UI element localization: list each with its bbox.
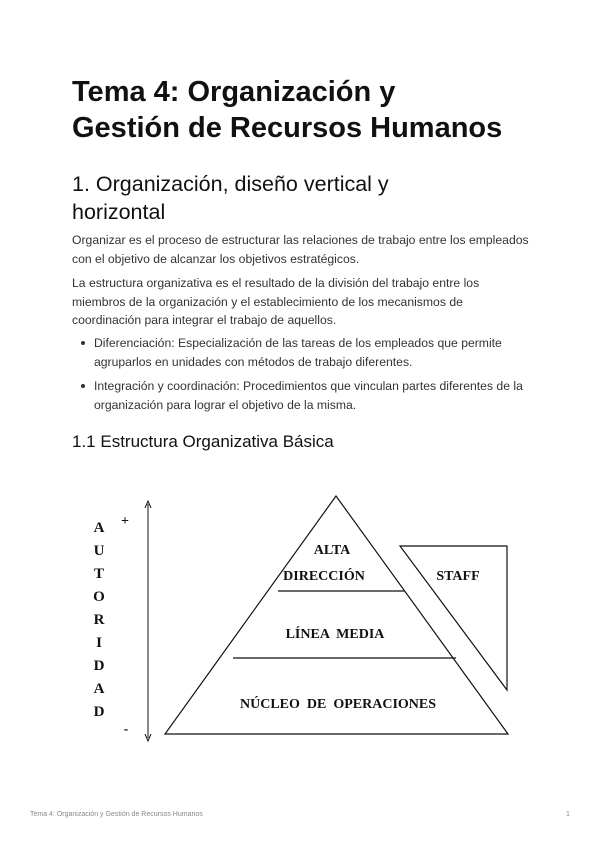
section-title-line-2: horizontal: [72, 200, 166, 224]
axis-letter: O: [93, 589, 105, 605]
subsection-title: 1.1 Estructura Organizativa Básica: [72, 432, 334, 451]
staff-label: STAFF: [436, 569, 480, 584]
paragraph-1: Organizar es el proceso de estructurar las relaciones de trabajo entre los empleados con el objetivo de alcanzar los objetivos estratégicos.: [72, 233, 529, 266]
axis-letter: U: [93, 543, 105, 559]
axis-letter: R: [93, 612, 105, 628]
document-title: [72, 74, 542, 146]
authority-arrow: [145, 501, 151, 741]
bottom-level-label: NÚCLEO DE OPERACIONES: [239, 697, 437, 712]
section-title: [72, 170, 472, 226]
title-line-2: Gestión de Recursos Humanos: [72, 112, 503, 144]
top-level-label-line-1: ALTA: [313, 543, 351, 558]
axis-letter: I: [96, 635, 102, 651]
paragraph-2: La estructura organizativa es el resultado de la división del trabajo entre los miembros de la organización y el establecimiento de los mecanismos de coordinación para integrar el trabajo de aquellos.: [72, 276, 480, 327]
footer-text: Tema 4: Organización y Gestión de Recursos Humanos: [30, 811, 203, 818]
axis-letter: A: [93, 520, 105, 536]
bullet-list: [72, 334, 532, 420]
axis-letter: A: [93, 681, 105, 697]
axis-letter: D: [93, 658, 105, 674]
page-number: 1: [566, 811, 570, 818]
axis-letter: D: [93, 704, 105, 720]
staff-triangle: [400, 546, 507, 690]
section-title-line-1: 1. Organización, diseño vertical y: [72, 172, 389, 196]
organization-pyramid-diagram: [72, 488, 542, 750]
axis-letter: T: [93, 566, 105, 582]
bullet-integration: Integración y coordinación: Procedimientos que vinculan partes diferentes de la organización para lograr el objetivo de la misma.: [72, 377, 532, 414]
title-line-1: Tema 4: Organización y: [72, 76, 396, 108]
plus-sign: +: [121, 514, 129, 529]
middle-level-label: LÍNEA MEDIA: [285, 627, 385, 642]
minus-sign: -: [123, 722, 129, 737]
top-level-label-line-2: DIRECCIÓN: [283, 569, 365, 584]
bullet-differentiation: Diferenciación: Especialización de las tareas de los empleados que permite agruparlos en unidades con métodos de trabajo diferentes.: [72, 334, 532, 371]
authority-axis-label: [93, 520, 105, 720]
